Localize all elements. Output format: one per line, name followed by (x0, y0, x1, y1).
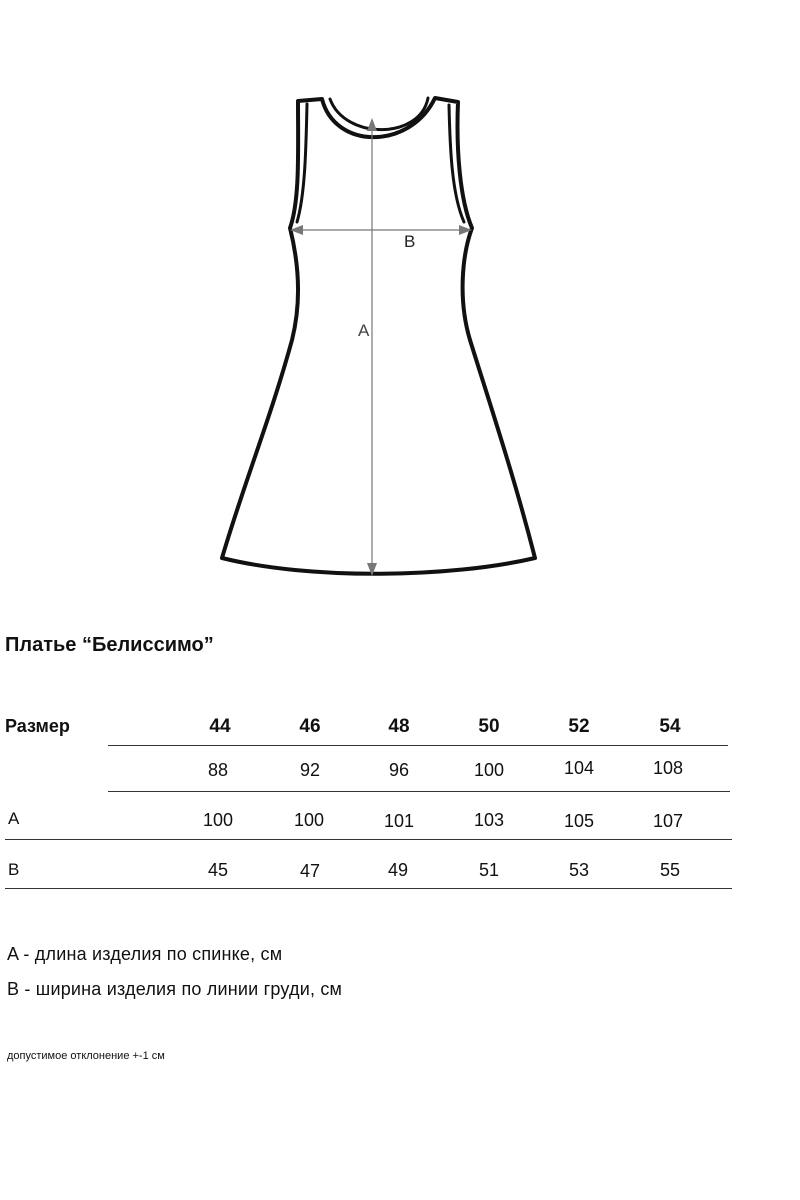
table-cell: 88 (207, 760, 229, 780)
table-divider (5, 888, 732, 889)
label-a: A (358, 321, 370, 340)
row-label: B (8, 860, 20, 879)
table-divider (108, 791, 730, 792)
table-cell: 108 (652, 758, 684, 778)
size-column-header: 54 (659, 716, 681, 737)
size-column-header: 44 (209, 716, 231, 737)
table-cell: 45 (207, 860, 229, 880)
size-column-header: 48 (388, 716, 410, 737)
table-cell: 105 (563, 811, 595, 831)
table-cell: 92 (299, 760, 321, 780)
table-cell: 100 (202, 810, 234, 830)
table-cell: 47 (299, 861, 321, 881)
table-cell: 53 (568, 860, 590, 880)
size-column-header: 46 (299, 716, 321, 737)
measure-a-arrow (367, 118, 377, 576)
dress-outline (222, 98, 535, 574)
table-divider (108, 745, 728, 746)
table-cell: 49 (387, 860, 409, 880)
size-column-header: 52 (568, 716, 590, 737)
table-cell: 104 (563, 758, 595, 778)
size-column-header: 50 (478, 716, 500, 737)
product-title: Платье “Белиссимо” (5, 634, 214, 656)
tolerance-note: допустимое отклонение +-1 см (7, 1050, 165, 1062)
table-cell: 51 (478, 860, 500, 880)
table-cell: 103 (473, 810, 505, 830)
table-cell: 107 (652, 811, 684, 831)
legend-a: A - длина изделия по спинке, см (7, 944, 283, 964)
table-divider (5, 839, 732, 840)
legend-b: B - ширина изделия по линии груди, см (7, 979, 343, 999)
size-header-label: Размер (5, 716, 70, 736)
table-cell: 100 (293, 810, 325, 830)
table-cell: 55 (659, 860, 681, 880)
measure-b-arrow (290, 225, 472, 235)
label-b: B (404, 232, 416, 251)
table-cell: 100 (473, 760, 505, 780)
table-cell: 96 (388, 760, 410, 780)
row-label: A (8, 809, 20, 828)
table-cell: 101 (383, 811, 415, 831)
